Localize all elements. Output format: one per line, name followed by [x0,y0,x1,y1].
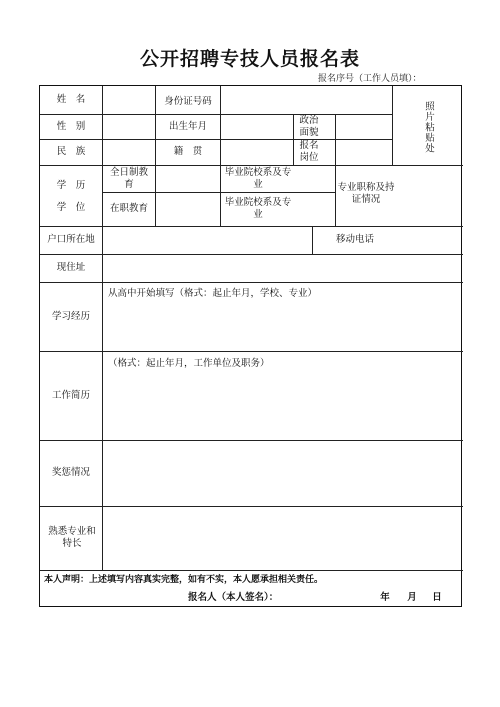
political-status-field[interactable] [336,114,392,139]
gender-label: 性 别 [56,120,86,132]
registration-form-table [39,85,462,607]
household-label: 户口所在地 [47,234,95,245]
mobile-label: 移动电话 [335,234,374,245]
date-year: 年 [380,592,390,603]
degree-label: 学 位 [56,202,86,213]
birth-date-label: 出生年月 [168,120,207,132]
name-label: 姓 名 [56,94,86,105]
political-status-label: 政治面貌 [299,114,319,138]
skills-field[interactable] [103,506,463,570]
signature-field[interactable] [308,590,378,606]
graduation-school-field[interactable] [294,165,335,226]
skills-label: 熟悉专业和特长 [48,526,96,549]
date-day: 日 [432,592,442,603]
form-title: 公开招聘专技人员报名表 [139,48,360,70]
full-time-education-field[interactable] [156,165,220,192]
address-field[interactable] [103,254,463,282]
full-time-education-label: 全日制教育 [109,166,148,190]
graduation-school-2-label: 毕业院校系及专业 [224,197,292,220]
name-field[interactable] [103,86,155,114]
work-history-label: 工作简历 [51,389,90,401]
graduation-school-label: 毕业院校系及专业 [224,166,292,190]
position-label: 报名岗位 [299,140,319,163]
study-history-label: 学习经历 [51,310,90,322]
rewards-label: 奖惩情况 [51,467,90,478]
registration-number-label: 报名序号（工作人员填）： [318,74,422,84]
address-label: 现住址 [56,262,86,273]
id-number-label: 身份证号码 [164,96,212,107]
study-history-hint[interactable]: 从高中开始填写（格式：起止年月，学校、专业） [108,288,318,299]
ethnicity-field[interactable] [103,139,155,165]
native-place-label: 籍 贯 [173,146,203,157]
photo-placeholder[interactable]: 照片粘贴处 [423,100,434,154]
birth-date-field[interactable] [221,114,293,139]
native-place-field[interactable] [221,139,293,165]
professional-title-field[interactable] [397,165,463,226]
ethnicity-label: 民 族 [56,146,86,157]
position-field[interactable] [336,139,392,165]
professional-title-label: 专业职称及持证情况 [337,182,395,205]
gender-field[interactable] [103,114,155,139]
signature-label: 报名人（本人签名）： [188,592,279,603]
work-history-hint[interactable]: （格式：起止年月，工作单位及职务） [108,358,270,369]
education-label: 学 历 [56,180,86,191]
in-service-education-field[interactable] [156,192,220,226]
declaration-text: 本人声明：上述填写内容真实完整，如有不实，本人愿承担相关责任。 [44,575,324,585]
date-month: 月 [407,592,417,603]
in-service-education-label: 在职教育 [109,203,148,214]
household-field[interactable] [103,226,312,254]
id-number-field[interactable] [221,86,392,114]
rewards-field[interactable] [103,440,463,506]
mobile-field[interactable] [397,226,463,254]
